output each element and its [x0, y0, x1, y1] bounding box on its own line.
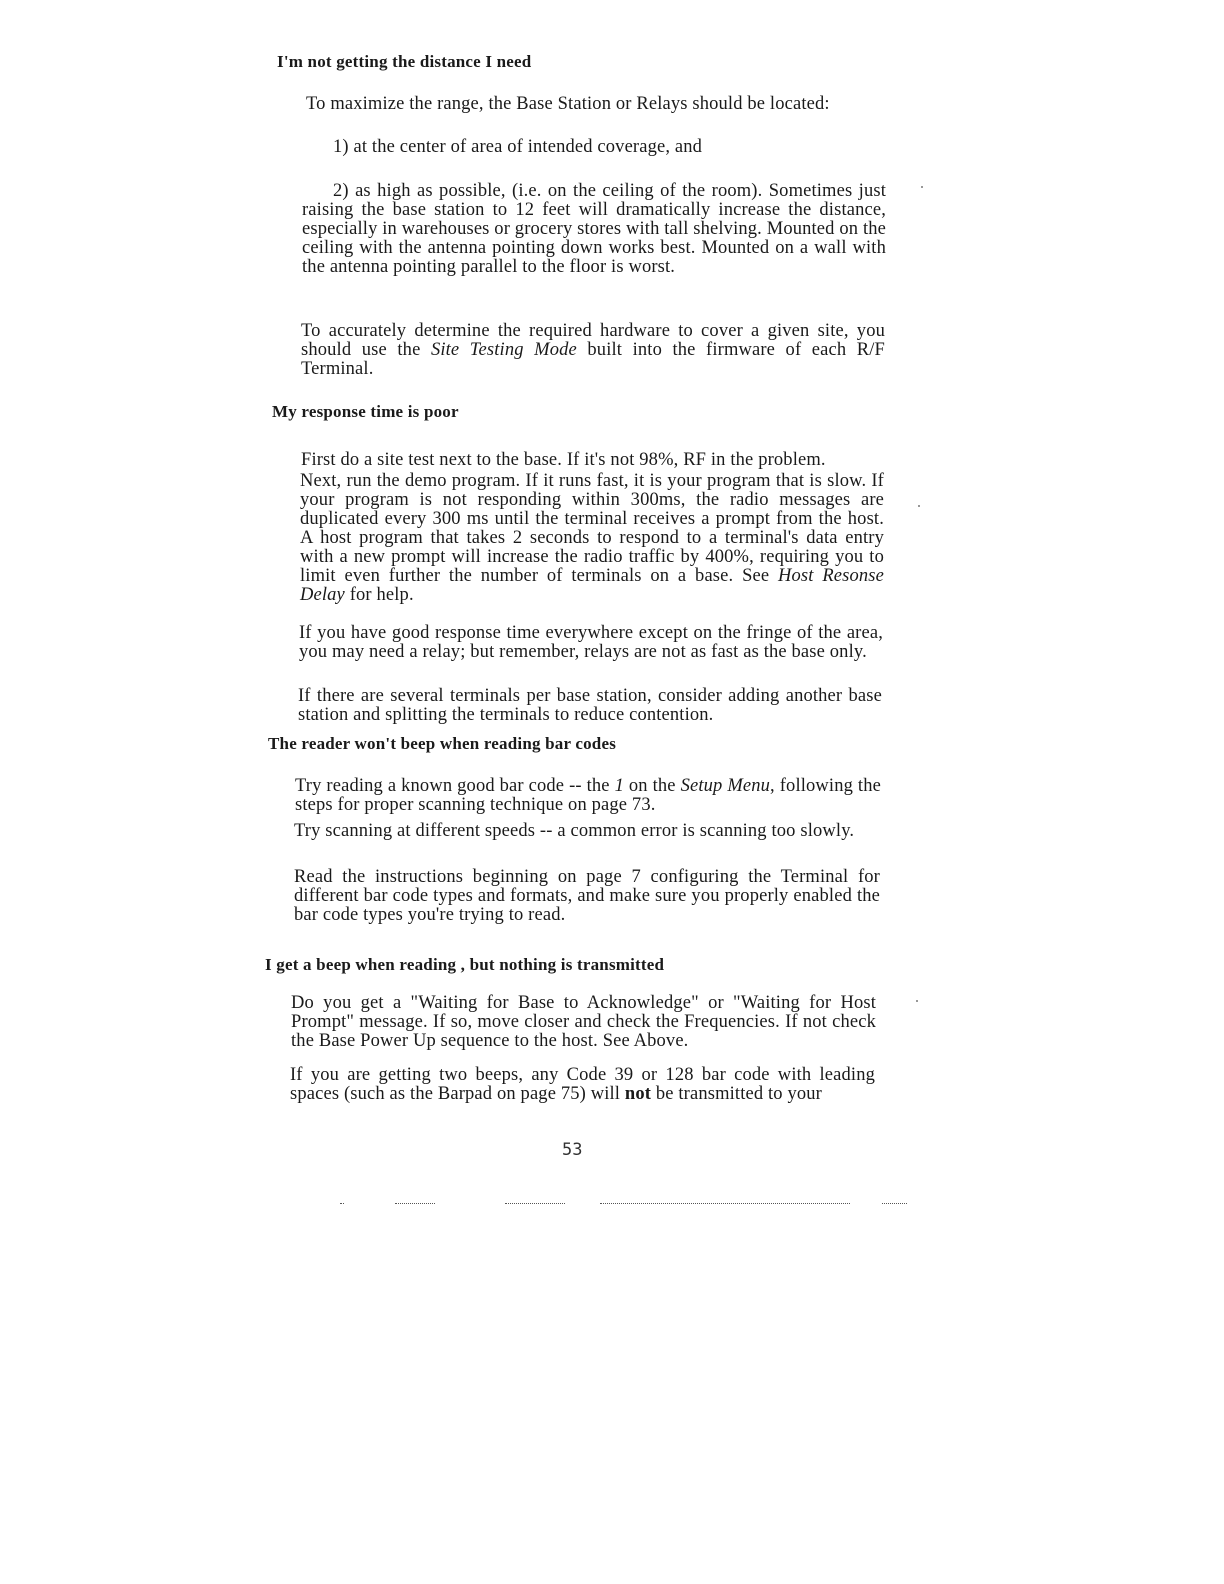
scan-artifact: [882, 1203, 907, 1204]
section-heading-response-time: My response time is poor: [272, 402, 459, 421]
two-beeps-text: If you are getting two beeps, any Code 39 or 128 bar code with leading spaces (such as the Barpad on page 75) will: [290, 1065, 875, 1104]
paragraph-read-instructions: Read the instructions beginning on page 7 configuring the Terminal for different bar code types and formats, and make sure you properly enabled the bar code types you're trying to read.: [294, 867, 880, 925]
section-heading-distance: I'm not getting the distance I need: [277, 52, 532, 71]
known-good-text: Try reading a known good bar code -- the: [295, 776, 615, 796]
scan-speck: [916, 1000, 918, 1002]
paragraph-waiting-messages: Do you get a "Waiting for Base to Acknowledge" or "Waiting for Host Prompt" message. If so, move closer and check the Frequencies. If not check the Base Power Up sequence to the host. See Above.: [291, 993, 876, 1051]
paragraph-two-beeps: [290, 1066, 875, 1104]
scan-speck: [918, 505, 920, 507]
paragraph-site-testing: [301, 322, 885, 379]
section-heading-nothing-transmitted: I get a beep when reading , but nothing is transmitted: [265, 955, 665, 974]
demo-program-text-end: for help.: [344, 585, 414, 605]
site-testing-mode-emphasis: Site Testing Mode: [430, 340, 577, 360]
known-good-text-middle: on the: [623, 776, 681, 796]
not-emphasis: not: [624, 1084, 652, 1104]
known-good-text-end: , following the steps for proper scanning technique on page 73.: [295, 776, 881, 815]
paragraph-mount-height: 2) as high as possible, (i.e. on the ceiling of the room). Sometimes just raising the base station to 12 feet will dramatically increase the distance, especially in warehouses or grocery stores with tall shelving. Mounted on the ceiling with the antenna pointing down works best. Mounted on a wall with the antenna pointing parallel to the floor is worst.: [302, 181, 886, 277]
site-testing-text-end: built into the firmware of each R/F Terminal.: [301, 340, 885, 379]
paragraph-scanning-speeds: Try scanning at different speeds -- a common error is scanning too slowly.: [294, 821, 855, 841]
paragraph-several-terminals: If there are several terminals per base station, consider adding another base station and splitting the terminals to reduce contention.: [298, 686, 882, 725]
demo-program-text: Next, run the demo program. If it runs fast, it is your program that is slow. If your program is not responding within 300ms, the radio messages are duplicated every 300 ms until the terminal receives a prompt from the host. A host program that takes 2 seconds to respond to a terminal's data entry with a new prompt will increase the radio traffic by 400%, requiring you to limit even further the number of terminals on a base. See: [300, 471, 884, 586]
one-emphasis: 1: [614, 776, 624, 796]
site-testing-text: To accurately determine the required hardware to cover a given site, you should use the: [301, 321, 885, 360]
paragraph-known-good-barcode: [295, 777, 881, 815]
section-heading-no-beep: The reader won't beep when reading bar codes: [268, 734, 617, 753]
paragraph-fringe-relay: If you have good response time everywhere except on the fringe of the area, you may need a relay; but remember, relays are not as fast as the base only.: [299, 623, 883, 662]
two-beeps-text-end: be transmitted to your: [651, 1084, 822, 1104]
paragraph-range-intro: To maximize the range, the Base Station or Relays should be located:: [306, 94, 830, 114]
paragraph-demo-program: [300, 472, 884, 605]
host-response-delay-emphasis: Host Resonse Delay: [300, 566, 884, 605]
scan-artifact: [340, 1203, 344, 1204]
paragraph-center-coverage: 1) at the center of area of intended coverage, and: [333, 137, 703, 157]
scan-artifact: [505, 1203, 565, 1204]
setup-menu-emphasis: Setup Menu: [680, 776, 771, 796]
scan-artifact: [600, 1203, 850, 1204]
page-number: 53: [562, 1140, 583, 1160]
scan-artifact: [395, 1203, 435, 1204]
scan-speck: [921, 186, 923, 188]
paragraph-site-test-base: First do a site test next to the base. If it's not 98%, RF in the problem.: [301, 450, 826, 470]
